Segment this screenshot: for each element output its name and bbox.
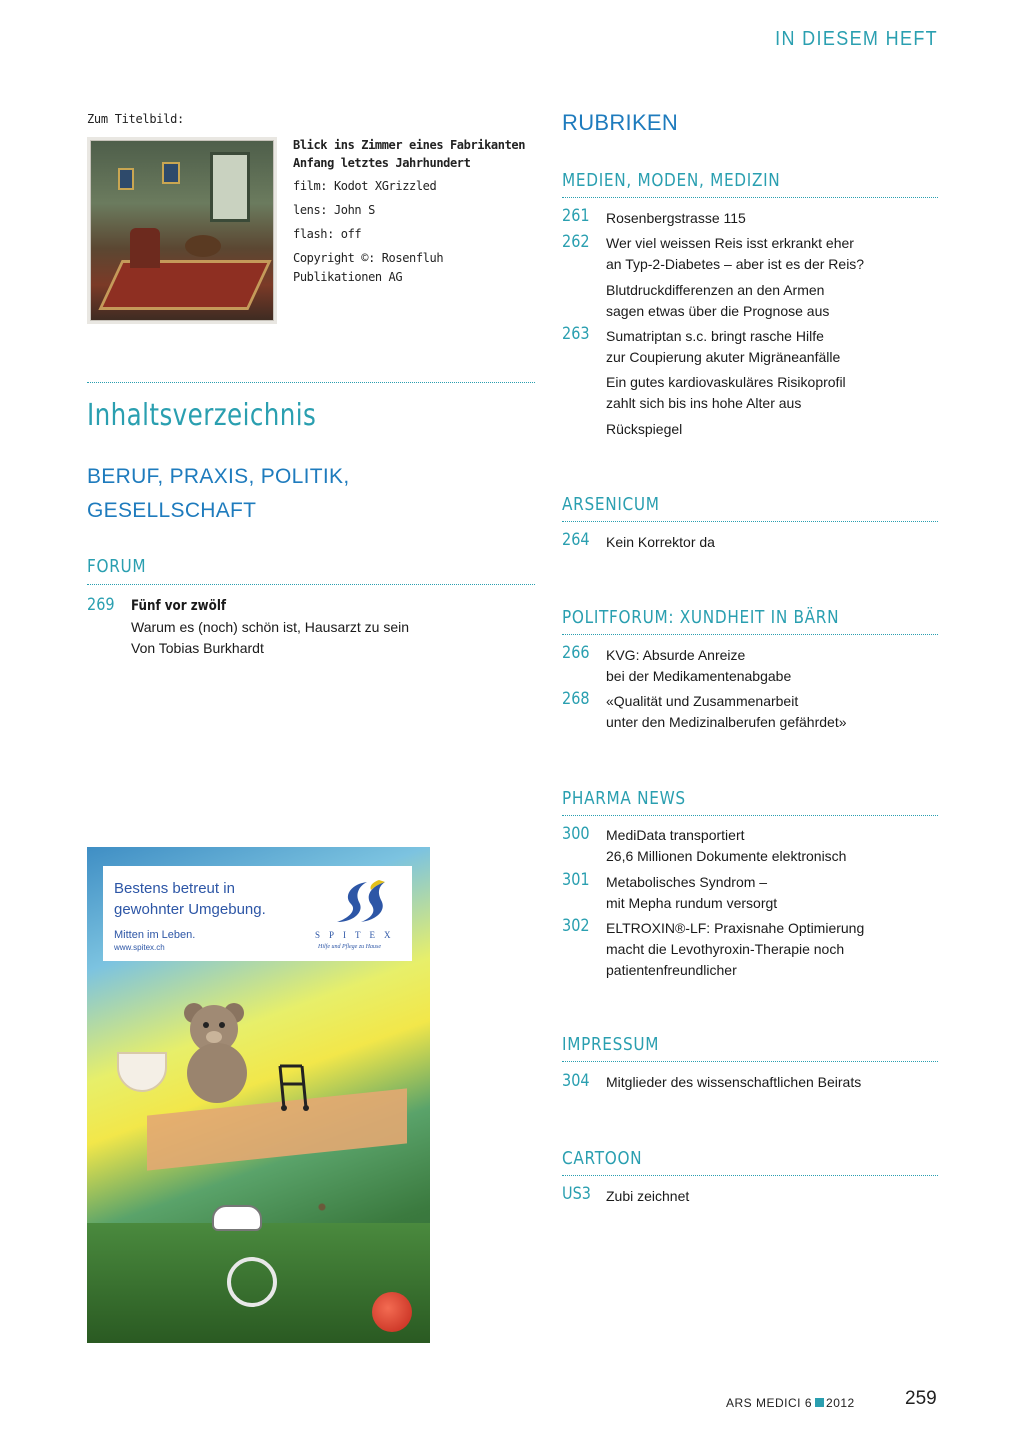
ad-tagline-line1: Bestens betreut in (114, 880, 235, 897)
entry-line: 26,6 Millionen Dokumente elektronisch (606, 848, 847, 864)
stethoscope-image (227, 1257, 277, 1307)
ad-tagline (114, 878, 294, 920)
entry-line: Ein gutes kardiovaskuläres Risikoprofil (606, 374, 846, 390)
entry-line: sagen etwas über die Prognose aus (606, 303, 830, 319)
page-number: 302 (562, 916, 590, 936)
page-number: 268 (562, 689, 590, 709)
entry-line: unter den Medizinalberufen gefährdet» (606, 714, 847, 730)
cover-image (87, 137, 277, 324)
page-number: 263 (562, 324, 590, 344)
entry-line: zur Coupierung akuter Migräneanfälle (606, 349, 841, 365)
entry-line: macht die Levothyroxin-Therapie noch (606, 941, 845, 957)
toc-entry[interactable]: Rosenbergstrasse 115 (606, 210, 746, 226)
entry-line: zahlt sich bis ins hohe Alter aus (606, 395, 802, 411)
tree-image (292, 1177, 352, 1237)
magazine-year: 2012 (826, 1396, 855, 1410)
entry-line: MediData transportiert (606, 827, 745, 843)
section-header: IN DIESEM HEFT (775, 28, 938, 50)
forum-entry-subtitle: Warum es (noch) schön ist, Hausarzt zu sein (131, 619, 410, 635)
divider (562, 1175, 938, 1176)
page-number: 304 (562, 1071, 590, 1091)
arsenicum-heading: ARSENICUM (562, 494, 660, 515)
entry-line: Sumatriptan s.c. bringt rasche Hilfe (606, 328, 824, 344)
ad-url[interactable]: www.spitex.ch (114, 943, 165, 952)
forum-heading: FORUM (87, 556, 147, 577)
entry-line: patientenfreundlicher (606, 962, 737, 978)
entry-line: Wer viel weissen Reis isst erkrankt eher (606, 235, 854, 251)
cover-copyright: Copyright ©: Rosenfluh Publikationen AG (293, 251, 444, 284)
toc-entry[interactable]: Mitglieder des wissenschaftlichen Beirats (606, 1074, 862, 1090)
page-number: 301 (562, 870, 590, 890)
entry-line: KVG: Absurde Anreize (606, 647, 746, 663)
forum-page-number: 269 (87, 595, 115, 615)
divider (87, 584, 535, 585)
divider (562, 197, 938, 198)
page-number: 262 (562, 232, 590, 252)
toc-entry[interactable] (606, 691, 847, 733)
ad-text-panel (103, 866, 412, 961)
magazine-name: ARS MEDICI 6 (726, 1396, 813, 1410)
toc-entry[interactable]: Zubi zeichnet (606, 1188, 690, 1204)
entry-line: Blutdruckdifferenzen an den Armen (606, 282, 825, 298)
cover-title-line2: Anfang letztes Jahrhundert (293, 156, 471, 170)
footer-magazine (726, 1396, 855, 1410)
ad-subline: Mitten im Leben. (114, 929, 196, 941)
toc-entry[interactable] (606, 825, 846, 867)
separator-square-icon (815, 1398, 824, 1407)
walker-image (272, 1062, 312, 1112)
entry-line: «Qualität und Zusammenarbeit (606, 693, 799, 709)
cartoon-heading: CARTOON (562, 1148, 643, 1169)
ad-tagline-line2: gewohnter Umgebung. (114, 901, 266, 918)
spitex-logo-icon (331, 878, 391, 926)
coffee-cup-image (117, 1052, 167, 1092)
entry-line: ELTROXIN®-LF: Praxisnahe Optimierung (606, 920, 865, 936)
impressum-heading: IMPRESSUM (562, 1034, 660, 1055)
divider (562, 1061, 938, 1062)
toc-entry[interactable] (606, 280, 829, 322)
entry-line: an Typ-2-Diabetes – aber ist es der Reis? (606, 256, 865, 272)
cover-title-line1: Blick ins Zimmer eines Fabrikanten (293, 138, 526, 152)
page-title: Inhaltsverzeichnis (87, 398, 317, 433)
medien-heading: MEDIEN, MODEN, MEDIZIN (562, 170, 781, 191)
toc-entry[interactable] (606, 233, 864, 275)
politforum-heading: POLITFORUM: XUNDHEIT IN BÄRN (562, 607, 840, 628)
toc-entry[interactable] (606, 872, 777, 914)
divider (562, 815, 938, 816)
page-number: 266 (562, 643, 590, 663)
page-number-footer: 259 (905, 1388, 937, 1409)
entry-line: bei der Medikamentenabgabe (606, 668, 792, 684)
page-number: 261 (562, 206, 590, 226)
toc-entry[interactable]: Rückspiegel (606, 421, 683, 437)
divider (562, 521, 938, 522)
divider (87, 382, 535, 383)
teddy-bear-image (172, 997, 262, 1107)
cover-flash: flash: off (293, 227, 362, 241)
toc-entry[interactable] (606, 372, 846, 414)
page-number: 300 (562, 824, 590, 844)
rubriken-title: RUBRIKEN (562, 110, 679, 135)
spitex-advertisement[interactable] (87, 847, 430, 1343)
toc-entry[interactable] (606, 645, 791, 687)
apple-image (372, 1292, 412, 1332)
section-title (87, 460, 527, 528)
ad-brand: SPITEX (315, 930, 400, 940)
cover-film: film: Kodot XGrizzled (293, 179, 437, 193)
toc-entry[interactable] (606, 918, 864, 981)
cover-label: Zum Titelbild: (87, 112, 184, 126)
toc-entry[interactable]: Kein Korrektor da (606, 534, 715, 550)
section-title-line2: GESELLSCHAFT (87, 499, 257, 522)
forum-entry-title: Fünf vor zwölf (131, 598, 227, 614)
cover-details (293, 136, 533, 287)
car-image (212, 1205, 262, 1231)
page-number: US3 (562, 1184, 591, 1204)
section-title-line1: BERUF, PRAXIS, POLITIK, (87, 465, 350, 488)
pharma-heading: PHARMA NEWS (562, 788, 686, 809)
forum-entry-author: Von Tobias Burkhardt (131, 640, 264, 656)
entry-line: mit Mepha rundum versorgt (606, 895, 778, 911)
toc-entry[interactable] (606, 326, 840, 368)
cover-lens: lens: John S (293, 203, 375, 217)
ad-brand-subline: Hilfe und Pflege zu Hause (318, 944, 381, 950)
entry-line: Metabolisches Syndrom – (606, 874, 768, 890)
forum-entry[interactable] (131, 595, 409, 659)
page-number: 264 (562, 530, 590, 550)
divider (562, 634, 938, 635)
